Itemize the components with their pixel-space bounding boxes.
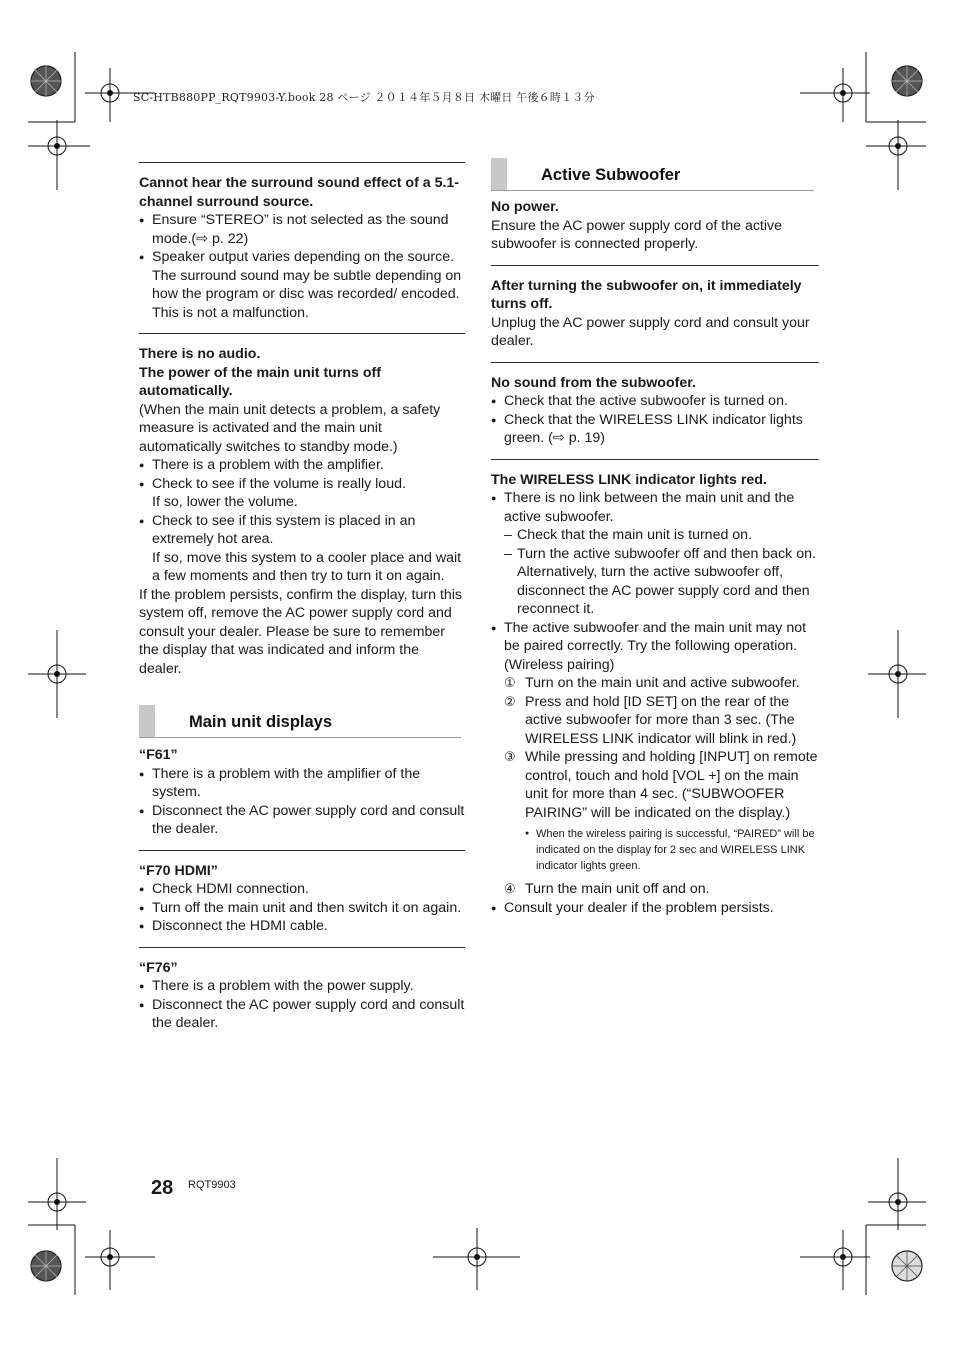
section-surround — [139, 163, 465, 322]
heading-bar — [491, 158, 507, 190]
heading-label: Main unit displays — [189, 713, 333, 731]
dash-item: – Check that the main unit is turned on. — [504, 526, 819, 545]
right-column — [491, 158, 819, 917]
step-number: ③ — [504, 749, 516, 764]
list-item: ● There is a problem with the amplifier. — [139, 456, 465, 475]
section-title: The WIRELESS LINK indicator lights red. — [491, 471, 767, 488]
section-title: No power. — [491, 199, 559, 215]
section-no-audio — [139, 334, 465, 678]
bullet-list — [491, 489, 819, 674]
section-turns-off — [491, 266, 819, 351]
dash-item: – Turn the active subwoofer off and then back on. Alternatively, turn the active subwoofer off, disconnect the AC power supply cord and then reconnect it. — [504, 545, 819, 619]
section-f76 — [139, 948, 465, 1033]
section-title: After turning the subwoofer on, it immediately turns off. — [491, 277, 802, 312]
file-header-line: SC-HTB880PP_RQT9903-Y.book 28 ページ ２０１４年５月８日 木曜日 午後６時１３分 — [133, 91, 595, 104]
list-item: ● Turn off the main unit and then switch it on again. — [139, 899, 465, 918]
list-item: ● Consult your dealer if the problem persists. — [491, 899, 819, 918]
list-item-text: ● There is no link between the main unit and the active subwoofer. — [504, 490, 795, 525]
list-item — [139, 512, 465, 586]
section-no-power — [491, 191, 819, 254]
document-code: RQT9903 — [188, 1179, 236, 1191]
section-title: Cannot hear the surround sound effect of a 5.1-channel surround source. — [139, 175, 460, 210]
list-item-subtext: If so, lower the volume. — [152, 494, 298, 510]
list-item — [491, 489, 819, 619]
section-title: There is no audio. — [139, 346, 261, 362]
list-item: ● Disconnect the HDMI cable. — [139, 917, 465, 936]
section-f61 — [139, 738, 465, 839]
bullet-list — [139, 880, 465, 936]
step-item — [504, 674, 819, 693]
list-item — [139, 475, 465, 512]
bullet-list — [139, 765, 465, 839]
list-item — [491, 619, 819, 675]
list-item-text: ● The active subwoofer and the main unit may not be paired correctly. Try the following operation. (Wireless pairing) — [504, 619, 807, 673]
section-heading-main-unit-displays — [139, 705, 461, 738]
section-heading-active-subwoofer — [491, 158, 814, 191]
bullet-list — [139, 456, 465, 586]
list-item-text: Check to see if this system is placed in an extremely hot area. — [152, 512, 416, 547]
left-column — [139, 162, 465, 1033]
bullet-list — [139, 211, 465, 322]
step-text: Turn on the main unit and active subwoofer. — [525, 675, 800, 691]
page-number: 28 — [151, 1177, 174, 1199]
list-item: ● Check that the WIRELESS LINK indicator lights green. (⇨ p. 19) — [491, 411, 819, 448]
paragraph: Ensure the AC power supply cord of the active subwoofer is connected properly. — [491, 217, 783, 252]
step-text: Press and hold [ID SET] on the rear of the active subwoofer for more than 3 sec. (The WIRELESS LINK indicator will blink in red.) — [525, 693, 797, 747]
step-number: ② — [504, 693, 516, 709]
list-item: ● There is a problem with the amplifier of the system. — [139, 765, 465, 802]
list-item: ● Check that the active subwoofer is turned on. — [491, 392, 819, 411]
section-title: No sound from the subwoofer. — [491, 374, 696, 391]
list-item: ● Ensure “STEREO” is not selected as the sound mode.(⇨ p. 22) — [139, 211, 465, 248]
paragraph: If the problem persists, confirm the display, turn this system off, remove the AC power supply cord and consult your dealer. Please be sure to remember the display that was indicated and inform the dealer. — [139, 586, 463, 677]
list-item: ● Disconnect the AC power supply cord and consult the dealer. — [139, 802, 465, 839]
step-text: While pressing and holding [INPUT] on remote control, touch and hold [VOL +] on the main unit for more than 4 sec. (“SUBWOOFER PAIRING” will be indicated on the display.) — [525, 749, 818, 821]
heading-label: Active Subwoofer — [541, 166, 681, 184]
section-title: “F76” — [139, 959, 178, 976]
section-no-sound — [491, 363, 819, 448]
section-link-red — [491, 460, 819, 918]
step-item — [504, 693, 819, 749]
list-item: ● Check HDMI connection. — [139, 880, 465, 899]
step-number: ① — [504, 675, 516, 690]
section-title: The power of the main unit turns off automatically. — [139, 364, 381, 399]
step-item — [504, 748, 819, 822]
section-title: “F70 HDMI” — [139, 862, 218, 879]
step-note: ● When the wireless pairing is successful, “PAIRED” will be indicated on the display for 2 sec and WIRELESS LINK indicator lights green. — [525, 826, 819, 874]
section-f70 — [139, 851, 465, 936]
bullet-list — [491, 899, 819, 918]
heading-bar — [139, 705, 155, 737]
bullet-list — [491, 392, 819, 448]
list-item-subtext: If so, move this system to a cooler place and wait a few moments and then try to turn it on again. — [152, 549, 462, 584]
step-text: Turn the main unit off and on. — [525, 881, 710, 897]
list-item: ● Disconnect the AC power supply cord and consult the dealer. — [139, 996, 465, 1033]
step-number: ④ — [504, 881, 516, 896]
bullet-list — [139, 977, 465, 1033]
list-item: ● There is a problem with the power supply. — [139, 977, 465, 996]
list-item: ● Speaker output varies depending on the source. The surround sound may be subtle depending on how the program or disc was recorded/ encoded. This is not a malfunction. — [139, 248, 465, 322]
list-item-text: Check to see if the volume is really loud. — [152, 475, 406, 492]
pairing-steps — [491, 674, 819, 899]
step-item — [504, 880, 819, 899]
paragraph: Unplug the AC power supply cord and consult your dealer. — [491, 314, 810, 349]
section-title: “F61” — [139, 747, 178, 763]
paragraph: (When the main unit detects a problem, a safety measure is activated and the main unit automatically switches to standby mode.) — [139, 401, 441, 455]
